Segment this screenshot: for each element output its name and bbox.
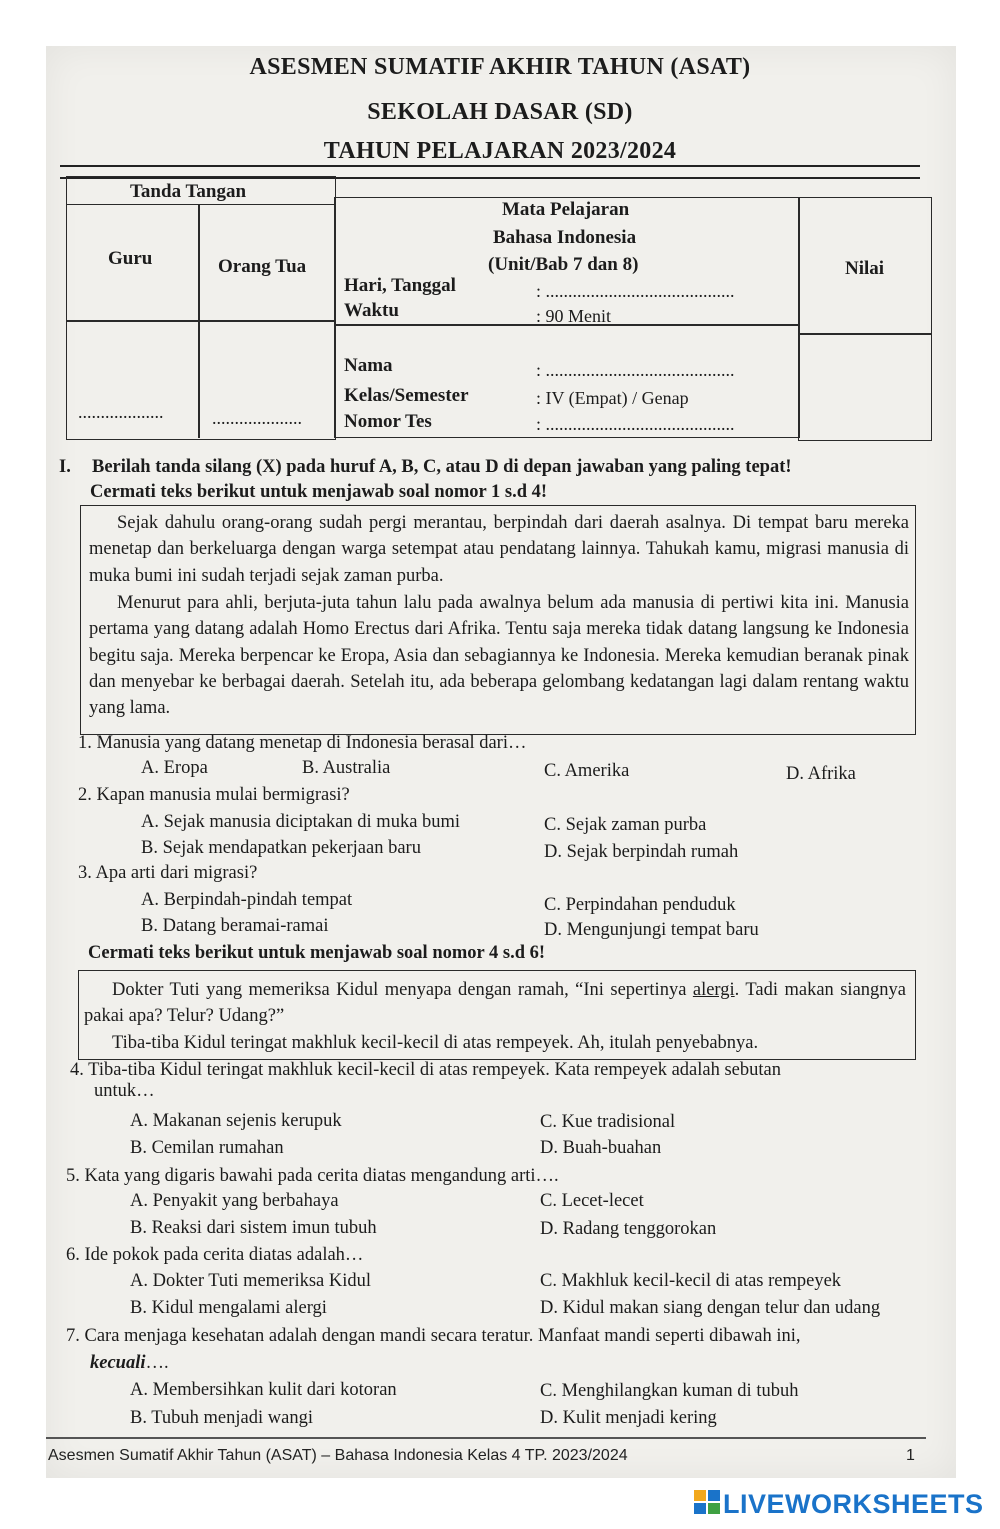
- date-field[interactable]: : ..........................................: [536, 281, 735, 301]
- question-1: 1. Manusia yang datang menetap di Indonesia berasal dari…: [78, 733, 527, 753]
- question-3: 3. Apa arti dari migrasi?: [78, 863, 258, 883]
- title-line-3: TAHUN PELAJARAN 2023/2024: [323, 138, 677, 164]
- q1-option-b[interactable]: B. Australia: [302, 758, 391, 778]
- question-4-line-2: untuk…: [94, 1081, 155, 1101]
- question-7-kecuali: kecuali: [90, 1353, 146, 1373]
- q7-option-d[interactable]: D. Kulit menjadi kering: [540, 1408, 717, 1428]
- score-divider: [798, 333, 931, 335]
- q4-option-a[interactable]: A. Makanan sejenis kerupuk: [130, 1111, 342, 1131]
- title-line-1: ASESMEN SUMATIF AKHIR TAHUN (ASAT): [249, 54, 751, 80]
- section-number: I.: [59, 457, 71, 477]
- q7-option-a[interactable]: A. Membersihkan kulit dari kotoran: [130, 1380, 397, 1400]
- q2-option-a[interactable]: A. Sejak manusia diciptakan di muka bumi: [141, 812, 461, 832]
- liveworksheets-wordmark: LIVEWORKSHEETS: [723, 1489, 984, 1519]
- question-4: [70, 1060, 920, 1102]
- reading-1-paragraph-2: Menurut para ahli, berjuta-juta tahun lalu pada awalnya belum ada manusia di pertiwi kita ini. Manusia pertama yang datang adalah Homo Erectus dari Afrika. Tentu saja mereka tidak datang langsung ke Indonesia begitu saja. Mereka berpencar ke Eropa, Asia dan sebagiannya ke Indonesia. Mereka kemudian beranak pinak dan menyebar ke berbagai daerah. Setelah itu, ada beberapa gelombang kedatangan lagi dalam rentang waktu yang lama.: [89, 593, 909, 719]
- page-number: 1: [906, 1447, 915, 1464]
- time-label: Waktu: [344, 300, 399, 321]
- q3-option-d[interactable]: D. Mengunjungi tempat baru: [544, 920, 759, 940]
- section-instruction: Berilah tanda silang (X) pada huruf A, B, C, atau D di depan jawaban yang paling tepat!: [92, 457, 792, 477]
- q1-option-d[interactable]: D. Afrika: [786, 764, 856, 784]
- reading-2-p1-start: Dokter Tuti yang memeriksa Kidul menyapa dengan ramah, “Ini sepertinya: [112, 980, 693, 1000]
- name-label: Nama: [344, 355, 393, 376]
- liveworksheets-icon: [693, 1488, 723, 1518]
- class-value: : IV (Empat) / Genap: [536, 388, 689, 408]
- q3-option-a[interactable]: A. Berpindah-pindah tempat: [141, 890, 353, 910]
- underlined-word: alergi: [692, 980, 735, 1000]
- liveworksheets-logo[interactable]: [693, 1488, 984, 1520]
- q4-option-d[interactable]: D. Buah-buahan: [540, 1138, 662, 1158]
- question-2: 2. Kapan manusia mulai bermigrasi?: [78, 785, 350, 805]
- question-5: 5. Kata yang digaris bawahi pada cerita diatas mengandung arti….: [66, 1166, 559, 1186]
- q2-option-d[interactable]: D. Sejak berpindah rumah: [544, 842, 739, 862]
- question-7-ellipsis: ….: [145, 1353, 169, 1373]
- q1-option-c[interactable]: C. Amerika: [544, 761, 630, 781]
- date-label: Hari, Tanggal: [344, 275, 456, 296]
- name-field[interactable]: : ..........................................: [536, 360, 735, 380]
- q6-option-d[interactable]: D. Kidul makan siang dengan telur dan udang: [540, 1298, 881, 1318]
- question-7: 7. Cara menjaga kesehatan adalah dengan mandi secara teratur. Manfaat mandi seperti dibawah ini,: [66, 1326, 801, 1346]
- reading-2-p1-end: . Tadi makan siangnya pakai apa? Telur? Udang?”: [84, 980, 906, 1027]
- q2-option-b[interactable]: B. Sejak mendapatkan pekerjaan baru: [141, 838, 421, 858]
- score-cell: [798, 197, 932, 441]
- q5-option-d[interactable]: D. Radang tenggorokan: [540, 1219, 717, 1239]
- orang-tua-label: Orang Tua: [218, 256, 307, 277]
- subject-label: Mata Pelajaran: [502, 199, 630, 220]
- q7-option-c[interactable]: C. Menghilangkan kuman di tubuh: [540, 1381, 799, 1401]
- time-value: : 90 Menit: [536, 306, 611, 326]
- question-7-line-2: [90, 1353, 169, 1374]
- parent-signature-line: ....................: [212, 408, 302, 428]
- footer-text: Asesmen Sumatif Akhir Tahun (ASAT) – Bahasa Indonesia Kelas 4 TP. 2023/2024: [48, 1447, 628, 1464]
- reading-2-paragraph-2: Tiba-tiba Kidul teringat makhluk kecil-kecil di atas rempeyek. Ah, itulah penyebabnya.: [112, 1033, 759, 1053]
- title-line-2: SEKOLAH DASAR (SD): [367, 99, 633, 125]
- q4-option-c[interactable]: C. Kue tradisional: [540, 1112, 676, 1132]
- footer-rule: [46, 1437, 926, 1439]
- title-divider-1: [60, 165, 920, 167]
- q7-option-b[interactable]: B. Tubuh menjadi wangi: [130, 1408, 313, 1428]
- q5-option-c[interactable]: C. Lecet-lecet: [540, 1191, 644, 1211]
- test-number-field[interactable]: : ..........................................: [536, 414, 735, 434]
- q1-option-a[interactable]: A. Eropa: [141, 758, 208, 778]
- subject-value: Bahasa Indonesia: [493, 227, 637, 248]
- q2-option-c[interactable]: C. Sejak zaman purba: [544, 815, 707, 835]
- q5-option-b[interactable]: B. Reaksi dari sistem imun tubuh: [130, 1218, 377, 1238]
- q6-option-a[interactable]: A. Dokter Tuti memeriksa Kidul: [130, 1271, 372, 1291]
- q6-option-b[interactable]: B. Kidul mengalami alergi: [130, 1298, 327, 1318]
- guru-signature-line: ...................: [78, 402, 164, 422]
- q5-option-a[interactable]: A. Penyakit yang berbahaya: [130, 1191, 339, 1211]
- signature-row-divider: [66, 320, 334, 322]
- q3-option-b[interactable]: B. Datang beramai-ramai: [141, 916, 329, 936]
- reading-1-paragraph-1: Sejak dahulu orang-orang sudah pergi merantau, berpindah dari daerah asalnya. Di tempat baru mereka menetap dan berkeluarga dengan warga setempat atau pendatang lainnya. Tahukah kamu, migrasi manusia di muka bumi ini sudah terjadi sejak zaman purba.: [89, 513, 909, 586]
- reading-instruction-1: Cermati teks berikut untuk menjawab soal nomor 1 s.d 4!: [90, 482, 548, 502]
- signature-header: Tanda Tangan: [130, 181, 247, 202]
- question-4-line-1: 4. Tiba-tiba Kidul teringat makhluk kecil-kecil di atas rempeyek. Kata rempeyek adalah sebutan: [70, 1060, 781, 1080]
- q3-option-c[interactable]: C. Perpindahan penduduk: [544, 895, 736, 915]
- unit-label: (Unit/Bab 7 dan 8): [488, 254, 639, 275]
- question-6: 6. Ide pokok pada cerita diatas adalah…: [66, 1245, 364, 1265]
- test-number-label: Nomor Tes: [344, 411, 432, 432]
- q6-option-c[interactable]: C. Makhluk kecil-kecil di atas rempeyek: [540, 1271, 842, 1291]
- score-label: Nilai: [845, 258, 885, 279]
- q4-option-b[interactable]: B. Cemilan rumahan: [130, 1138, 284, 1158]
- reading-2-paragraph-1: [84, 977, 906, 1030]
- reading-instruction-2: Cermati teks berikut untuk menjawab soal nomor 4 s.d 6!: [88, 943, 546, 963]
- class-label: Kelas/Semester: [344, 385, 469, 406]
- guru-label: Guru: [108, 248, 153, 269]
